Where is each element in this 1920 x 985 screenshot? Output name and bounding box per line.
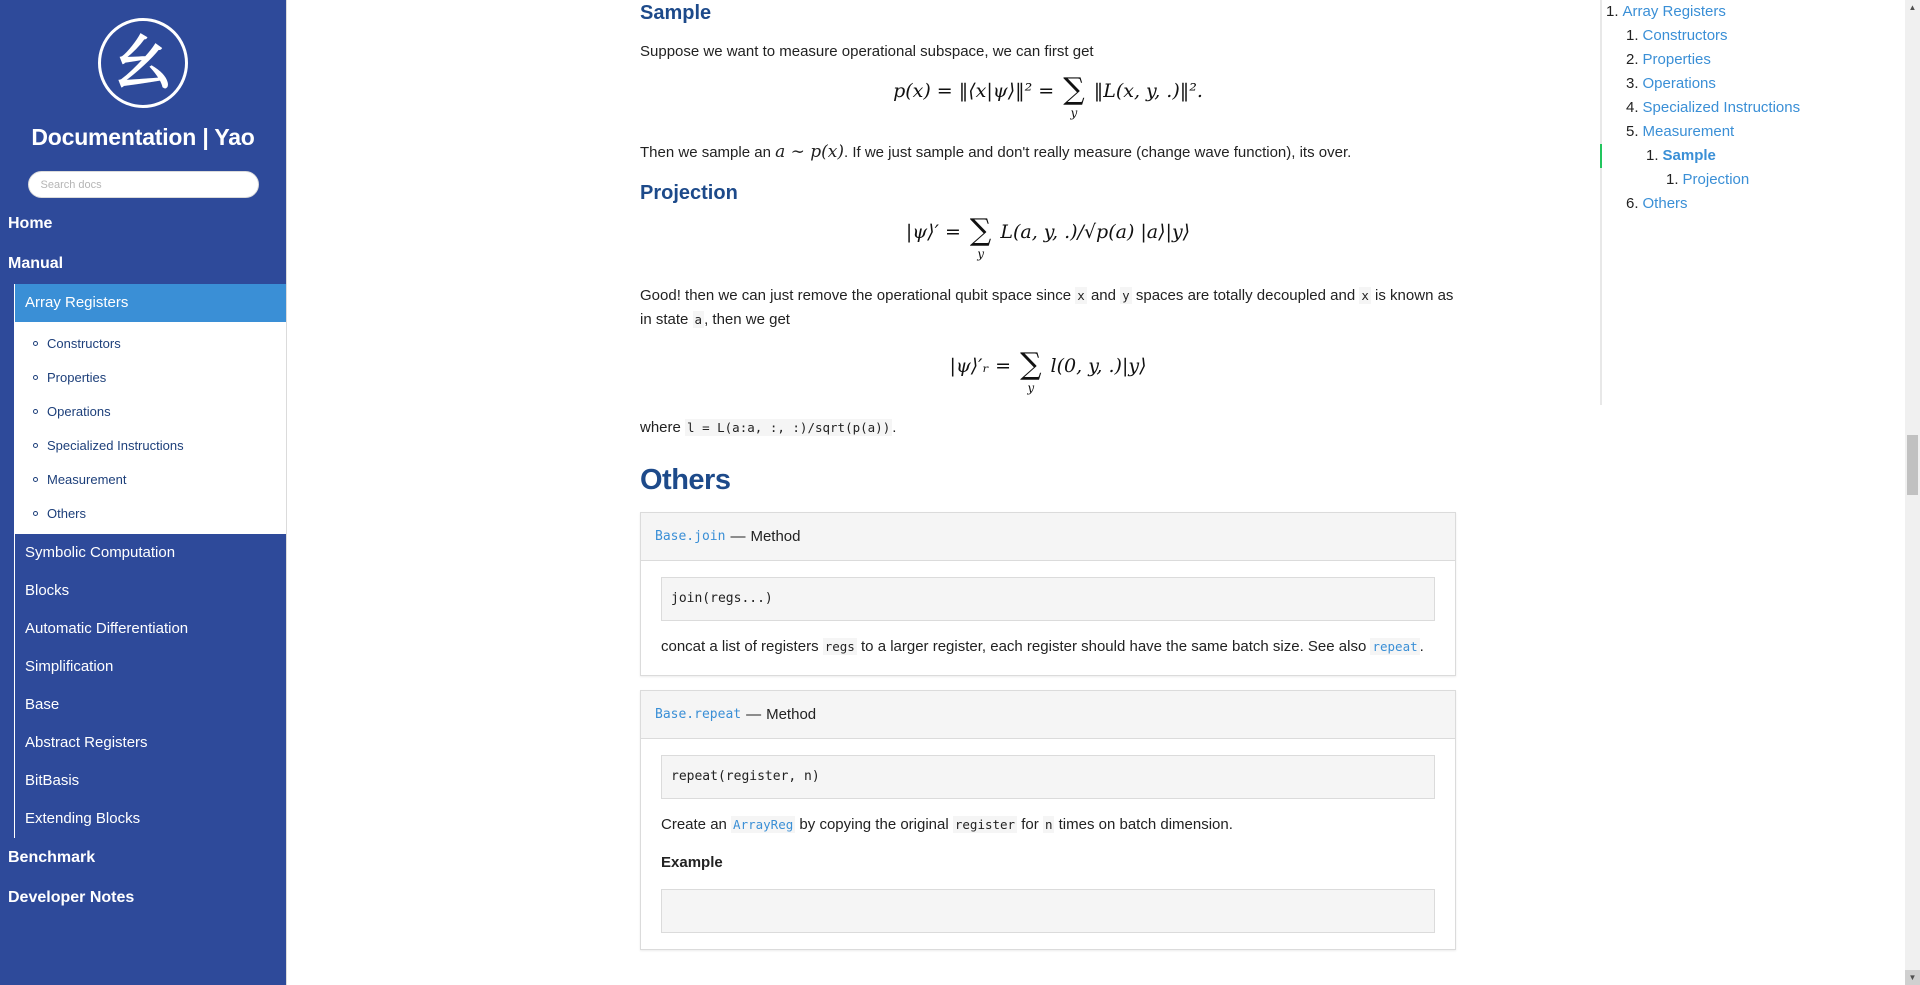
text: Good! then we can just remove the operational qubit space since	[640, 287, 1076, 304]
inline-code: register	[954, 817, 1016, 832]
site-title[interactable]: Documentation | Yao	[31, 124, 255, 150]
text: . If we just sample and don't really measure (change wave function), its over.	[844, 144, 1352, 161]
text: to a larger register, each register should have the same batch size. See also	[856, 638, 1371, 655]
docstring-header	[641, 513, 1455, 561]
toc-label: Operations	[1642, 75, 1716, 92]
text: , then we get	[704, 311, 790, 328]
docstring-base-repeat	[640, 690, 1456, 950]
toc-num: 6.	[1626, 195, 1639, 212]
sidebar-item-simplification[interactable]: Simplification	[25, 658, 114, 675]
toc-label: Specialized Instructions	[1642, 99, 1801, 116]
sidebar-item-manual[interactable]: Manual	[8, 255, 64, 272]
scroll-down-arrow-icon[interactable]: ▼	[1905, 970, 1920, 985]
text: .	[1419, 638, 1424, 655]
scroll-up-arrow-icon[interactable]: ▲	[1908, 3, 1917, 12]
toc-num: 2.	[1626, 51, 1639, 68]
sidebar-item-bitbasis[interactable]: BitBasis	[25, 772, 80, 789]
toc-item-operations[interactable]	[1602, 72, 1900, 96]
docstring-text	[661, 813, 1435, 837]
text: for	[1017, 816, 1043, 833]
sidebar-item-home[interactable]: Home	[8, 215, 53, 232]
text: and	[1086, 287, 1121, 304]
eq-part: |ψ⟩′ᵣ =	[949, 355, 1018, 377]
subtoc-item-properties[interactable]	[15, 360, 286, 394]
inline-code: n	[1044, 817, 1053, 832]
equation-reduced	[640, 347, 1456, 403]
toc-label: Properties	[1642, 51, 1711, 68]
docstring-binding-link[interactable]: Base.join	[655, 528, 726, 544]
toc-label: Measurement	[1642, 123, 1735, 140]
sample-after	[640, 140, 1456, 165]
equation-probability	[640, 72, 1456, 128]
logo-wrap	[0, 0, 286, 108]
toc-active-indicator	[1600, 144, 1602, 168]
sidebar-item-developer-notes[interactable]: Developer Notes	[8, 889, 135, 906]
dash: —	[746, 705, 762, 723]
heading-projection[interactable]: Projection	[640, 182, 738, 204]
bullet-icon	[33, 341, 38, 346]
sidebar-item-base[interactable]: Base	[25, 696, 60, 713]
toc-item-others[interactable]	[1602, 192, 1900, 216]
subtoc-item-specialized-instructions[interactable]	[15, 428, 286, 462]
toc-label: Array Registers	[1622, 3, 1726, 20]
text: is known as in state	[640, 287, 1454, 328]
yao-logo-icon[interactable]: 幺	[98, 18, 188, 108]
eq-part: l(0, y, .)|y⟩	[1044, 355, 1147, 377]
heading-sample[interactable]: Sample	[640, 2, 712, 24]
text: where	[640, 419, 686, 436]
summation-symbol: ∑ y	[969, 213, 992, 261]
bullet-icon	[33, 409, 38, 414]
page-scrollbar[interactable]	[1905, 0, 1920, 985]
example-heading: Example	[661, 854, 723, 871]
toc-item-array-registers[interactable]	[1602, 0, 1900, 24]
scrollbar-thumb[interactable]	[1907, 435, 1918, 495]
toc-num: 1.	[1626, 27, 1639, 44]
inline-code: a	[694, 312, 703, 327]
text: by copying the original	[795, 816, 953, 833]
where-para	[640, 416, 1456, 440]
sidebar-item-array-registers[interactable]: Array Registers	[15, 284, 286, 322]
inline-code: x	[1361, 288, 1369, 303]
eq-part: L(a, y, .)/√p(a) |a⟩|y⟩	[994, 221, 1191, 243]
sidebar-item-abstract-registers[interactable]: Abstract Registers	[25, 734, 148, 751]
main-content	[640, 0, 1456, 985]
code-block[interactable]: repeat(register, n)	[661, 755, 1435, 799]
subtoc-label: Constructors	[47, 335, 121, 351]
eq-part: ‖L(x, y, .)‖².	[1087, 80, 1203, 102]
text: Then we sample an	[640, 144, 776, 161]
subtoc-label: Properties	[47, 369, 107, 385]
subtoc-label: Measurement	[47, 471, 127, 487]
toc-num: 5.	[1626, 123, 1639, 140]
docstring-body	[641, 561, 1455, 675]
eq-part: p(x) = ‖⟨x|ψ⟩‖² =	[893, 80, 1061, 102]
arrayreg-link[interactable]: ArrayReg	[733, 817, 794, 832]
sidebar-item-automatic-differentiation[interactable]: Automatic Differentiation	[25, 620, 189, 637]
text: spaces are totally decoupled and	[1131, 287, 1360, 304]
docstring-text	[661, 635, 1435, 659]
code-block[interactable]: join(regs...)	[661, 577, 1435, 621]
inline-math: a ∼ p(x)	[775, 142, 844, 162]
bullet-icon	[33, 375, 38, 380]
sidebar-item-extending-blocks[interactable]: Extending Blocks	[25, 810, 141, 827]
docstring-category: Method	[766, 705, 817, 723]
toc-item-projection[interactable]	[1602, 168, 1900, 192]
example-code-block[interactable]	[661, 889, 1435, 933]
heading-others[interactable]: Others	[640, 464, 731, 496]
search-wrap	[0, 171, 286, 198]
sidebar-item-blocks[interactable]: Blocks	[25, 582, 70, 599]
sidebar	[0, 0, 287, 985]
bullet-icon	[33, 477, 38, 482]
toc-item-sample[interactable]	[1602, 144, 1900, 168]
toc-label: Projection	[1682, 171, 1750, 188]
docstring-base-join	[640, 512, 1456, 676]
toc-label: Constructors	[1642, 27, 1728, 44]
toc-num: 4.	[1626, 99, 1639, 116]
docstring-binding-link[interactable]: Base.repeat	[655, 706, 742, 722]
sidebar-item-benchmark[interactable]: Benchmark	[8, 849, 96, 866]
bullet-icon	[33, 511, 38, 516]
subtoc-item-constructors[interactable]	[15, 326, 286, 360]
docstring-body	[641, 739, 1455, 949]
toc-num: 1.	[1646, 147, 1659, 164]
sidebar-item-symbolic-computation[interactable]: Symbolic Computation	[25, 544, 176, 561]
subtoc-item-others[interactable]	[15, 496, 286, 530]
projection-para	[640, 284, 1456, 332]
dash: —	[730, 527, 746, 545]
search-input[interactable]	[28, 171, 259, 198]
text: concat a list of registers	[661, 638, 823, 655]
toc-item-constructors[interactable]	[1602, 24, 1900, 48]
toc-label: Others	[1642, 195, 1688, 212]
manual-group	[14, 284, 286, 838]
equation-projection	[640, 213, 1456, 269]
subtoc-label: Operations	[47, 403, 111, 419]
docstring-category: Method	[750, 527, 801, 545]
summation-symbol: ∑ y	[1020, 347, 1042, 395]
inline-code: x	[1077, 288, 1085, 303]
subtoc-label: Specialized Instructions	[47, 437, 184, 453]
page-toc	[1600, 0, 1900, 405]
docstring-header	[641, 691, 1455, 739]
inline-code: y	[1122, 288, 1130, 303]
toc-item-properties[interactable]	[1602, 48, 1900, 72]
toc-num: 1.	[1606, 3, 1619, 20]
text: Create an	[661, 816, 732, 833]
sidebar-subtoc	[15, 322, 286, 534]
subtoc-item-measurement[interactable]	[15, 462, 286, 496]
text: .	[892, 419, 897, 436]
toc-num: 1.	[1666, 171, 1679, 188]
inline-code: l = L(a:a, :, :)/sqrt(p(a))	[687, 420, 891, 435]
subtoc-item-operations[interactable]	[15, 394, 286, 428]
text: times on batch dimension.	[1054, 816, 1233, 833]
inline-code: regs	[824, 639, 855, 654]
toc-label: Sample	[1662, 147, 1716, 164]
toc-item-measurement[interactable]	[1602, 120, 1900, 144]
repeat-link[interactable]: repeat	[1372, 639, 1418, 654]
toc-num: 3.	[1626, 75, 1639, 92]
eq-part: |ψ⟩′ =	[905, 221, 967, 243]
toc-item-specialized-instructions[interactable]	[1602, 96, 1900, 120]
sample-intro: Suppose we want to measure operational subspace, we can first get	[640, 43, 1094, 60]
subtoc-label: Others	[47, 505, 87, 521]
bullet-icon	[33, 443, 38, 448]
summation-symbol: ∑ y	[1063, 72, 1085, 120]
